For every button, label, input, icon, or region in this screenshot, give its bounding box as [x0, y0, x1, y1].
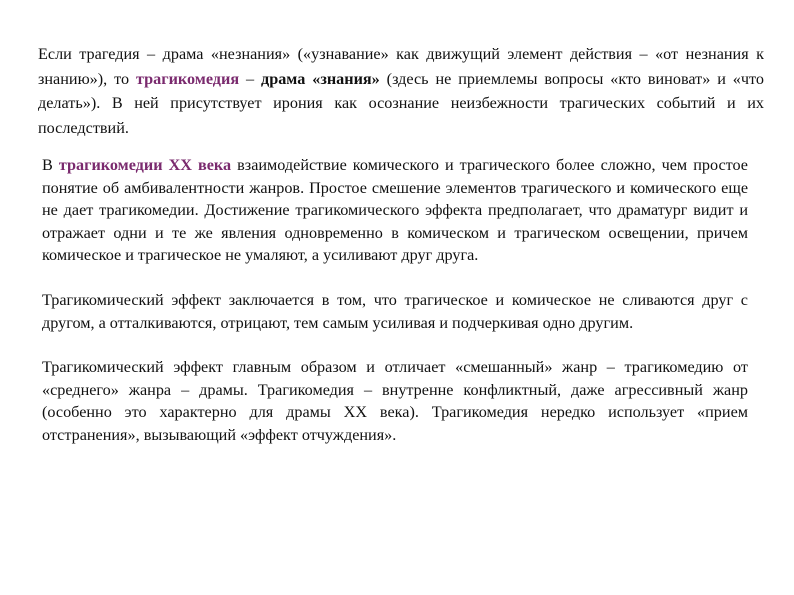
- paragraph-3-text: Трагикомический эффект главным образом и отличает «смешанный» жанр – трагикомедию от «среднего» жанра – драмы. Трагикомедия – внутренне конфликтный, даже агрессивный жанр (особенно это характерно для драмы XX века). Трагикомедия нередко использует «прием отстранения», вызывающий «эффект отчуждения».: [42, 358, 748, 444]
- main-text-block: [42, 154, 748, 469]
- paragraph-2: [42, 289, 748, 334]
- paragraph-1-highlight-term: трагикомедии XX века: [58, 156, 232, 174]
- intro-text-2: –: [239, 69, 262, 88]
- paragraph-1-prefix: В: [42, 156, 59, 174]
- paragraph-3: [42, 356, 748, 446]
- intro-paragraph: [38, 42, 764, 140]
- paragraph-1-text: взаимодействие комического и трагического более сложно, чем простое понятие об амбивалентности жанров. Простое смешение элементов трагического и комического еще не дает трагикомедии. Достижение трагикомического эффекта предполагает, что драматург видит и отражает одни и те же явления одновременно в комическом и трагическом освещении, причем комическое и трагическое не умаляют, а усиливают друг друга.: [42, 156, 748, 265]
- paragraph-1: [42, 154, 748, 267]
- paragraph-2-text: Трагикомический эффект заключается в том, что трагическое и комическое не сливаются друг с другом, а отталкиваются, отрицают, тем самым усиливая и подчеркивая одно другим.: [42, 290, 748, 332]
- intro-text-1: Если трагедия – драма «незнания» («узнавание» как движущий элемент действия – «от незнания к знанию»), то: [38, 45, 764, 88]
- intro-highlight-term: трагикомедия: [135, 69, 240, 88]
- intro-bold-term: драма «знания»: [261, 69, 380, 88]
- intro-text-3: (здесь не приемлемы вопросы «кто виноват» и «что делать»). В ней присутствует ирония как осознание неизбежности трагических событий и их последствий.: [38, 69, 764, 137]
